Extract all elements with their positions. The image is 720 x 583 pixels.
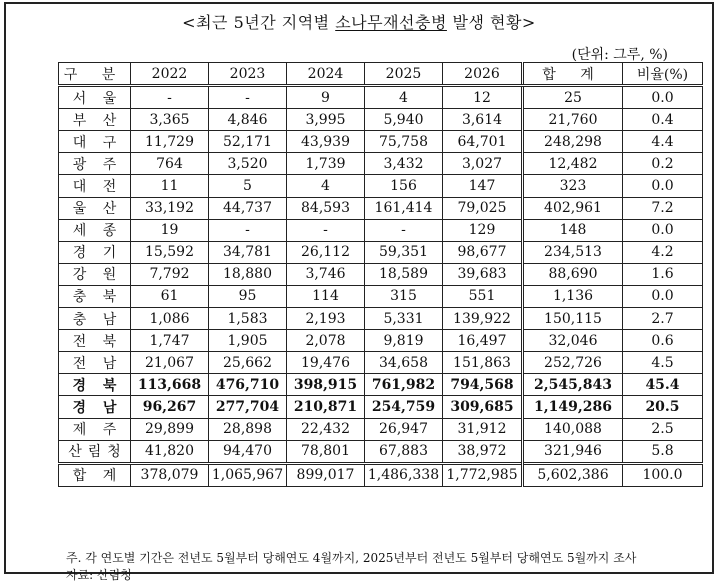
value-cell: 88,690 [523, 263, 623, 285]
unit-label: (단위: 그루, %) [571, 47, 668, 63]
value-cell: 2,193 [287, 308, 365, 330]
value-cell: 5,602,386 [523, 463, 623, 486]
value-cell: 140,088 [523, 418, 623, 440]
value-cell: 0.4 [623, 109, 703, 131]
value-cell: - [131, 86, 209, 109]
value-cell: 1.6 [623, 263, 703, 285]
value-cell: 0.0 [623, 86, 703, 109]
table-row [59, 418, 703, 440]
value-cell: 3,432 [365, 153, 443, 175]
column-header: 비율(%) [623, 63, 703, 86]
table-row [59, 86, 703, 109]
total-row [59, 463, 703, 486]
value-cell: 150,115 [523, 308, 623, 330]
value-cell: 61 [131, 285, 209, 307]
value-cell: 248,298 [523, 131, 623, 153]
value-cell: 16,497 [443, 330, 523, 352]
value-cell: 25 [523, 86, 623, 109]
value-cell: 147 [443, 175, 523, 197]
value-cell: 28,898 [209, 418, 287, 440]
value-cell: 11 [131, 175, 209, 197]
table-row [59, 197, 703, 219]
header-row [59, 63, 703, 86]
value-cell: 22,432 [287, 418, 365, 440]
value-cell: 1,136 [523, 285, 623, 307]
value-cell: 38,972 [443, 440, 523, 463]
document-frame [4, 2, 714, 582]
value-cell: 4.2 [623, 241, 703, 263]
value-cell: 41,820 [131, 440, 209, 463]
table-row [59, 330, 703, 352]
column-header: 2026 [443, 63, 523, 86]
value-cell: 59,351 [365, 241, 443, 263]
value-cell: 1,086 [131, 308, 209, 330]
region-cell: 부 산 [59, 109, 131, 131]
column-header: 2022 [131, 63, 209, 86]
value-cell: 2.7 [623, 308, 703, 330]
value-cell: 0.6 [623, 330, 703, 352]
value-cell: 84,593 [287, 197, 365, 219]
value-cell: 34,658 [365, 352, 443, 374]
value-cell: 31,912 [443, 418, 523, 440]
damage-table [58, 62, 703, 487]
value-cell: 12,482 [523, 153, 623, 175]
column-header: 2023 [209, 63, 287, 86]
value-cell: 254,759 [365, 396, 443, 418]
region-cell: 경 남 [59, 396, 131, 418]
value-cell: 20.5 [623, 396, 703, 418]
value-cell: 323 [523, 175, 623, 197]
value-cell: 5,331 [365, 308, 443, 330]
value-cell: 4,846 [209, 109, 287, 131]
value-cell: 29,899 [131, 418, 209, 440]
table-row [59, 131, 703, 153]
source-note: 자료: 산림청 [66, 568, 132, 582]
title-suffix: 발생 현황> [446, 13, 536, 32]
value-cell: 3,614 [443, 109, 523, 131]
table-row [59, 241, 703, 263]
value-cell: 95 [209, 285, 287, 307]
value-cell: 761,982 [365, 374, 443, 396]
value-cell: 4 [365, 86, 443, 109]
value-cell: 1,583 [209, 308, 287, 330]
value-cell: 0.0 [623, 219, 703, 241]
value-cell: 98,677 [443, 241, 523, 263]
value-cell: 45.4 [623, 374, 703, 396]
value-cell: 899,017 [287, 463, 365, 486]
title-underlined: 소나무재선충병 [335, 13, 447, 32]
region-cell: 서 울 [59, 86, 131, 109]
value-cell: 15,592 [131, 241, 209, 263]
region-cell: 세 종 [59, 219, 131, 241]
table-row [59, 263, 703, 285]
value-cell: 100.0 [623, 463, 703, 486]
value-cell: 2,545,843 [523, 374, 623, 396]
value-cell: 210,871 [287, 396, 365, 418]
region-cell: 경 북 [59, 374, 131, 396]
region-cell: 제 주 [59, 418, 131, 440]
value-cell: 9 [287, 86, 365, 109]
value-cell: 52,171 [209, 131, 287, 153]
region-cell: 울 산 [59, 197, 131, 219]
value-cell: 11,729 [131, 131, 209, 153]
value-cell: - [365, 219, 443, 241]
value-cell: 794,568 [443, 374, 523, 396]
value-cell: 21,067 [131, 352, 209, 374]
value-cell: 398,915 [287, 374, 365, 396]
value-cell: 3,746 [287, 263, 365, 285]
value-cell: 0.0 [623, 175, 703, 197]
region-cell: 대 전 [59, 175, 131, 197]
column-header: 2024 [287, 63, 365, 86]
value-cell: 252,726 [523, 352, 623, 374]
value-cell: 19 [131, 219, 209, 241]
region-cell: 대 구 [59, 131, 131, 153]
value-cell: 33,192 [131, 197, 209, 219]
table-body [59, 86, 703, 487]
column-header: 구 분 [59, 63, 131, 86]
value-cell: 26,112 [287, 241, 365, 263]
value-cell: 309,685 [443, 396, 523, 418]
value-cell: 151,863 [443, 352, 523, 374]
region-cell: 경 기 [59, 241, 131, 263]
value-cell: 1,486,338 [365, 463, 443, 486]
value-cell: 4 [287, 175, 365, 197]
value-cell: 129 [443, 219, 523, 241]
value-cell: 315 [365, 285, 443, 307]
value-cell: 402,961 [523, 197, 623, 219]
value-cell: 0.2 [623, 153, 703, 175]
value-cell: 1,149,286 [523, 396, 623, 418]
table-header [59, 63, 703, 86]
value-cell: 5,940 [365, 109, 443, 131]
region-cell: 합 계 [59, 463, 131, 486]
column-header: 합 계 [523, 63, 623, 86]
value-cell: 96,267 [131, 396, 209, 418]
value-cell: - [209, 219, 287, 241]
value-cell: 3,995 [287, 109, 365, 131]
value-cell: 161,414 [365, 197, 443, 219]
value-cell: 3,027 [443, 153, 523, 175]
value-cell: 18,880 [209, 263, 287, 285]
value-cell: 5 [209, 175, 287, 197]
value-cell: 39,683 [443, 263, 523, 285]
value-cell: - [209, 86, 287, 109]
value-cell: 75,758 [365, 131, 443, 153]
value-cell: - [287, 219, 365, 241]
value-cell: 5.8 [623, 440, 703, 463]
value-cell: 25,662 [209, 352, 287, 374]
value-cell: 44,737 [209, 197, 287, 219]
value-cell: 139,922 [443, 308, 523, 330]
table-row [59, 175, 703, 197]
value-cell: 7,792 [131, 263, 209, 285]
region-cell: 산림청 [59, 440, 131, 463]
region-cell: 충 북 [59, 285, 131, 307]
table-row [59, 285, 703, 307]
region-cell: 전 남 [59, 352, 131, 374]
value-cell: 234,513 [523, 241, 623, 263]
table-row [59, 440, 703, 463]
value-cell: 21,760 [523, 109, 623, 131]
table-row [59, 352, 703, 374]
value-cell: 2.5 [623, 418, 703, 440]
value-cell: 277,704 [209, 396, 287, 418]
value-cell: 148 [523, 219, 623, 241]
value-cell: 1,772,985 [443, 463, 523, 486]
column-header: 2025 [365, 63, 443, 86]
value-cell: 32,046 [523, 330, 623, 352]
value-cell: 9,819 [365, 330, 443, 352]
value-cell: 0.0 [623, 285, 703, 307]
value-cell: 78,801 [287, 440, 365, 463]
region-cell: 강 원 [59, 263, 131, 285]
value-cell: 19,476 [287, 352, 365, 374]
value-cell: 18,589 [365, 263, 443, 285]
table-row [59, 374, 703, 396]
value-cell: 12 [443, 86, 523, 109]
table-row [59, 109, 703, 131]
value-cell: 476,710 [209, 374, 287, 396]
table-row [59, 219, 703, 241]
value-cell: 114 [287, 285, 365, 307]
table-row [59, 396, 703, 418]
value-cell: 94,470 [209, 440, 287, 463]
value-cell: 321,946 [523, 440, 623, 463]
title-prefix: <최근 5년간 지역별 [182, 13, 336, 32]
value-cell: 113,668 [131, 374, 209, 396]
value-cell: 3,520 [209, 153, 287, 175]
value-cell: 378,079 [131, 463, 209, 486]
value-cell: 1,739 [287, 153, 365, 175]
value-cell: 2,078 [287, 330, 365, 352]
region-cell: 광 주 [59, 153, 131, 175]
value-cell: 3,365 [131, 109, 209, 131]
value-cell: 1,065,967 [209, 463, 287, 486]
table-row [59, 153, 703, 175]
page-title [6, 10, 712, 33]
value-cell: 764 [131, 153, 209, 175]
value-cell: 67,883 [365, 440, 443, 463]
footnote: 주. 각 연도별 기간은 전년도 5월부터 당해연도 4월까지, 2025년부터 전년도 5월부터 당해연도 5월까지 조사 [66, 551, 637, 565]
value-cell: 4.5 [623, 352, 703, 374]
value-cell: 156 [365, 175, 443, 197]
value-cell: 7.2 [623, 197, 703, 219]
value-cell: 34,781 [209, 241, 287, 263]
value-cell: 551 [443, 285, 523, 307]
region-cell: 전 북 [59, 330, 131, 352]
value-cell: 4.4 [623, 131, 703, 153]
value-cell: 1,747 [131, 330, 209, 352]
region-cell: 충 남 [59, 308, 131, 330]
value-cell: 26,947 [365, 418, 443, 440]
table-row [59, 308, 703, 330]
value-cell: 43,939 [287, 131, 365, 153]
value-cell: 64,701 [443, 131, 523, 153]
value-cell: 79,025 [443, 197, 523, 219]
value-cell: 1,905 [209, 330, 287, 352]
